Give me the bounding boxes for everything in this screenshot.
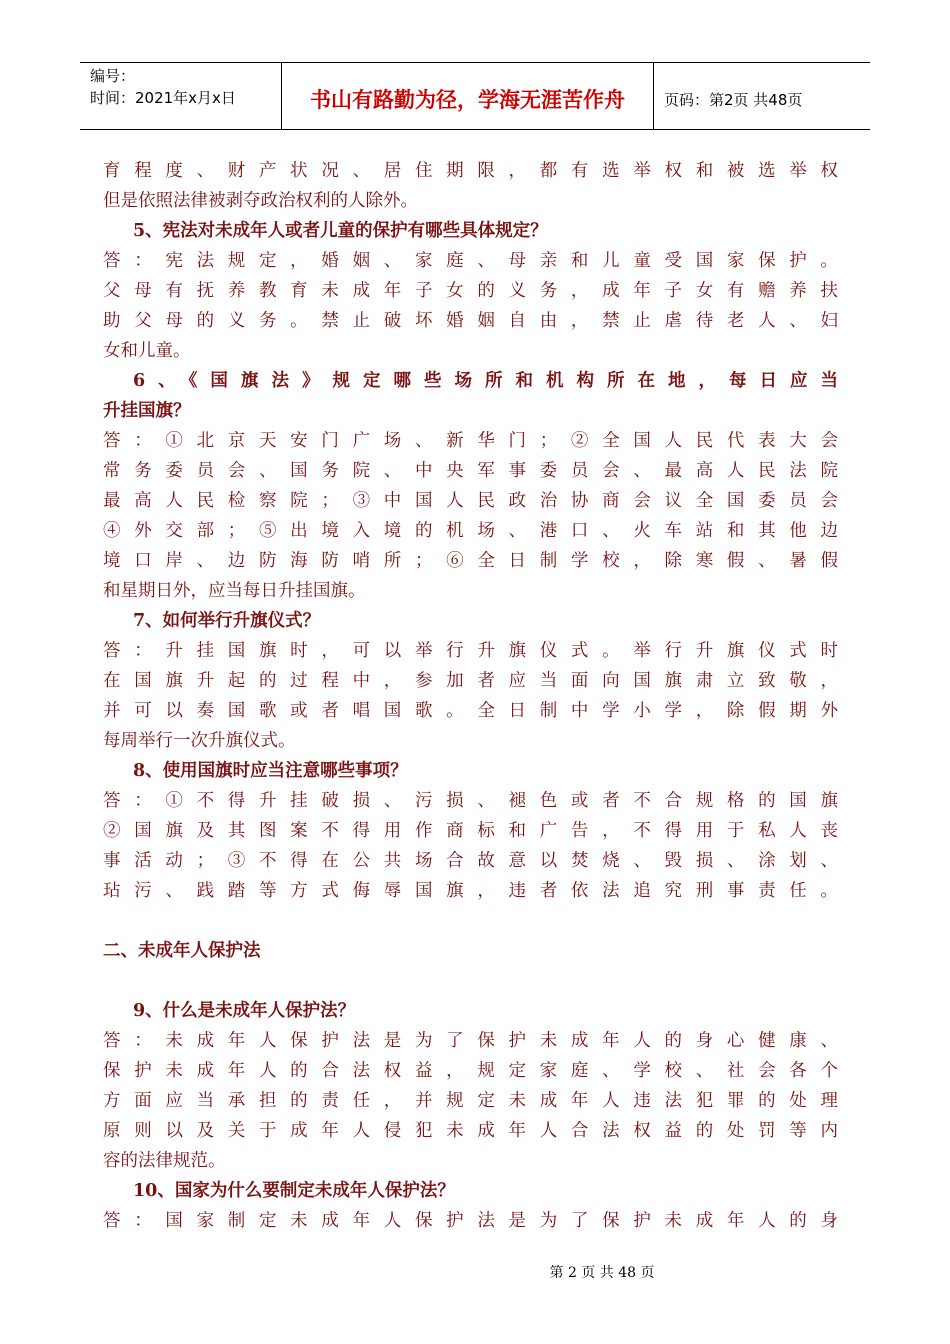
text-line: 最高人民检察院；③中国人民政治协商会议全国委员会 [103,491,838,511]
question-heading: 8、使用国旗时应当注意哪些事项？ [133,761,408,781]
section-heading: 二、未成年人保护法 [103,941,261,961]
text-line: 方面应当承担的责任，并规定未成年人违法犯罪的处理 [103,1091,838,1111]
page-label: 页码：第2页 共48页 [664,90,803,109]
number-label: 编号： [90,67,136,85]
text-line: 并可以奏国歌或者唱国歌。全日制中学小学，除假期外 [103,701,838,721]
question-heading: 6、《国旗法》规定哪些场所和机构所在地，每日应当 [133,371,838,391]
text-line: 和星期日外，应当每日升挂国旗。 [103,581,366,601]
motto-text: 书山有路勤为径，学海无涯苦作舟 [310,88,625,112]
text-line: 父母有抚养教育未成年子女的义务，成年子女有赡养扶 [103,281,838,301]
text-line: 在国旗升起的过程中，参加者应当面向国旗肃立致敬， [103,671,838,691]
text-line: 保护未成年人的合法权益，规定家庭、学校、社会各个 [103,1061,838,1081]
text-line: 答：升挂国旗时，可以举行升旗仪式。举行升旗仪式时 [103,641,838,661]
header-page-cell [654,63,870,129]
question-heading: 7、如何举行升旗仪式？ [133,611,321,631]
page-footer [0,1262,950,1282]
question-heading: 5、宪法对未成年人或者儿童的保护有哪些具体规定？ [133,221,548,241]
page-header [80,62,870,130]
time-label: 时间：2021年x月x日 [90,89,236,107]
blank-line [103,906,838,936]
text-line: 玷污、践踏等方式侮辱国旗，违者依法追究刑事责任。 [103,881,838,901]
text-line: 事活动；③不得在公共场合故意以焚烧、毁损、涂划、 [103,851,838,871]
text-line: ④外交部；⑤出境入境的机场、港口、火车站和其他边 [103,521,838,541]
text-line: ②国旗及其图案不得用作商标和广告，不得用于私人丧 [103,821,838,841]
text-line: 常务委员会、国务院、中央军事委员会、最高人民法院 [103,461,838,481]
text-line: 答：宪法规定，婚姻、家庭、母亲和儿童受国家保护。 [103,251,838,271]
header-meta [80,63,281,129]
text-line: 答：①北京天安门广场、新华门；②全国人民代表大会 [103,431,838,451]
text-line: 每周举行一次升旗仪式。 [103,731,296,751]
text-line: 境口岸、边防海防哨所；⑥全日制学校，除寒假、暑假 [103,551,838,571]
text-line: 升挂国旗？ [103,401,191,421]
text-line: 但是依照法律被剥夺政治权利的人除外。 [103,191,418,211]
blank-line [103,966,838,996]
footer-page-number: 第 2 页 共 48 页 [549,1265,655,1281]
text-line: 女和儿童。 [103,341,191,361]
text-line: 原则以及关于成年人侵犯未成年人合法权益的处罚等内 [103,1121,838,1141]
text-line: 答：未成年人保护法是为了保护未成年人的身心健康、 [103,1031,838,1051]
text-line: 育程度、财产状况、居住期限，都有选举权和被选举权 [103,161,838,181]
text-line: 答：国家制定未成年人保护法是为了保护未成年人的身 [103,1211,838,1231]
document-body [103,156,838,1236]
question-heading: 9、什么是未成年人保护法？ [133,1001,356,1021]
question-heading: 10、国家为什么要制定未成年人保护法？ [133,1181,455,1201]
text-line: 容的法律规范。 [103,1151,226,1171]
text-line: 答：①不得升挂破损、污损、褪色或者不合规格的国旗 [103,791,838,811]
text-line: 助父母的义务。禁止破坏婚姻自由，禁止虐待老人、妇 [103,311,838,331]
header-motto-cell [281,63,654,129]
